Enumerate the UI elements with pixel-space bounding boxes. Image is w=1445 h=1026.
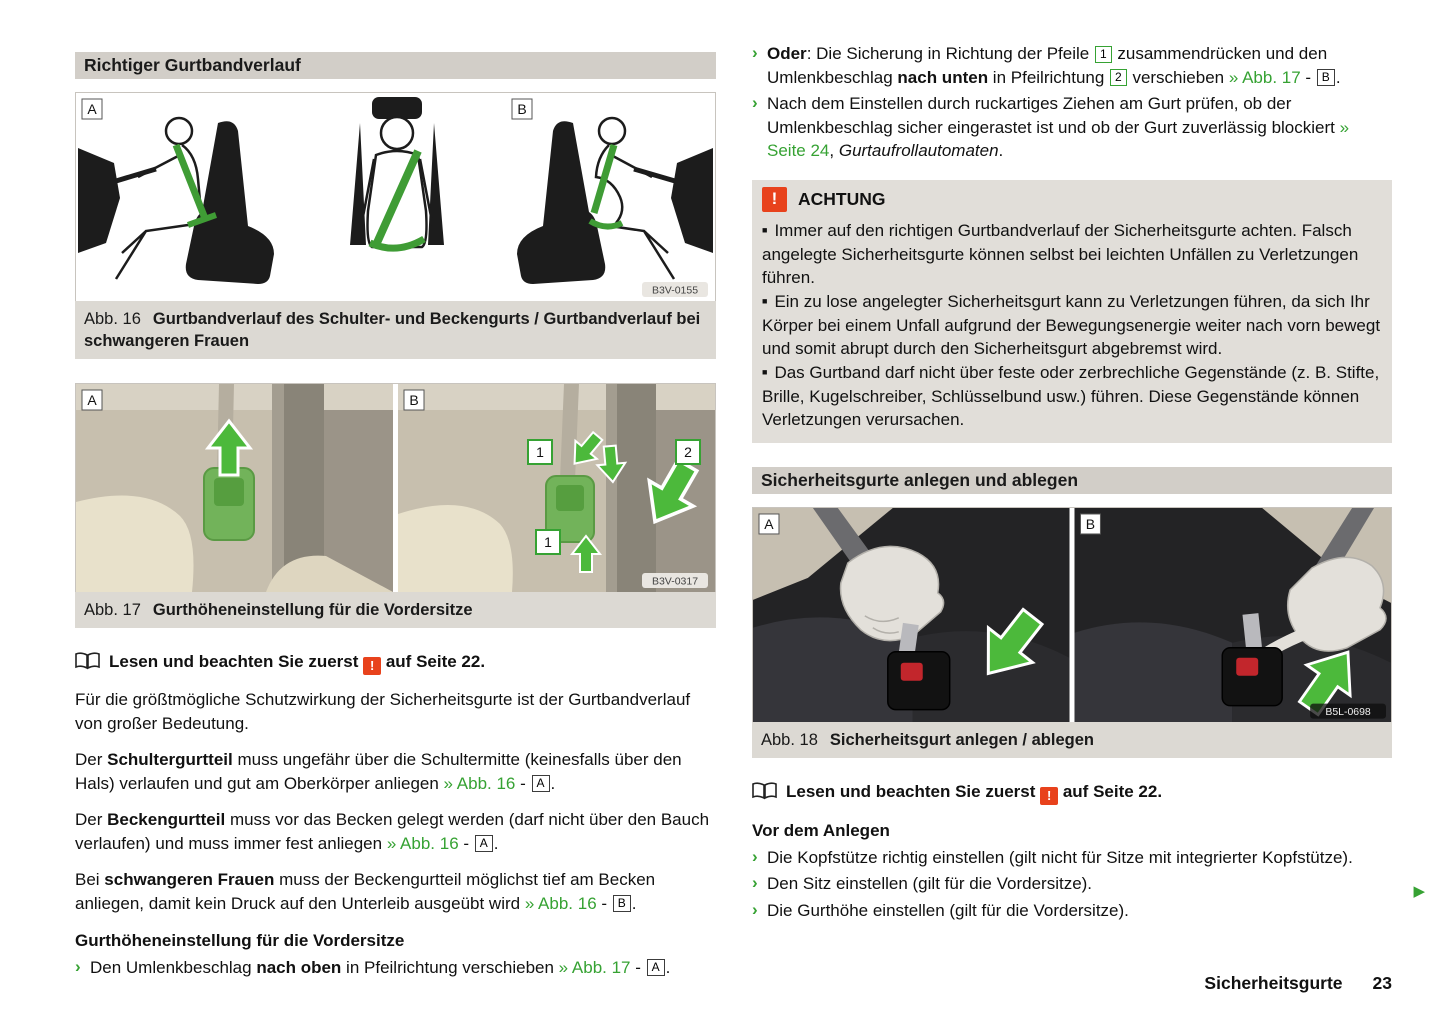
bullet-text: Den Umlenkbeschlag nach oben in Pfeilrichtung verschieben » Abb. 17 - A . <box>90 957 671 977</box>
figure-16-code <box>642 282 708 297</box>
figure-17-title: Gurthöheneinstellung für die Vordersitze <box>152 601 473 619</box>
figure-16-caption <box>75 301 716 359</box>
buckle-release-photo-b <box>1074 508 1390 723</box>
read-first-text: Lesen und beachten Sie zuerst ! auf Seite 22. <box>109 652 486 673</box>
panel-label-b: B <box>409 392 419 408</box>
warning-inline-icon: ! <box>1040 787 1058 805</box>
ref-letter-box: A <box>532 775 550 792</box>
cross-reference-link[interactable]: » Abb. 17 <box>1228 67 1301 87</box>
ref-number-box: 2 <box>684 444 692 460</box>
figure-17-caption <box>75 592 716 628</box>
figure-17-number: Abb. 17 <box>84 601 141 619</box>
bullet-chevron-icon: › <box>75 956 81 976</box>
continuation-arrow-icon: ▶ <box>1413 883 1425 900</box>
achtung-item <box>762 290 1382 361</box>
subsection-heading-gurthoehe: Gurthöheneinstellung für die Vordersitze <box>75 931 405 950</box>
bullet-chevron-icon: › <box>752 846 758 866</box>
svg-text:B3V-0155: B3V-0155 <box>651 284 699 297</box>
cross-reference-link[interactable]: » Abb. 16 <box>443 773 516 793</box>
figure-16-title: Gurtbandverlauf des Schulter- und Beckengurts / Gurtbandverlauf bei schwangeren Frauen <box>84 310 701 350</box>
instruction-bullet <box>752 846 1392 870</box>
svg-text:B3V-0317: B3V-0317 <box>651 575 699 588</box>
svg-text:B5L-0698: B5L-0698 <box>1325 706 1371 718</box>
achtung-item-text: Das Gurtband darf nicht über feste oder zerbrechliche Gegenstände (z. B. Stifte, Brille, Kugelschreiber, Schlüsselbund usw.) führen. Diese Gegenstände können Verletzungen verursachen. <box>762 362 1380 429</box>
achtung-title: ACHTUNG <box>798 188 886 209</box>
bullet-chevron-icon: › <box>752 873 758 893</box>
bullet-chevron-icon: › <box>752 93 758 112</box>
figure-18 <box>752 507 1392 759</box>
paragraph-schwangere-frauen: Bei schwangeren Frauen muss der Beckengurtteil möglichst tief am Becken anliegen, damit kein Druck auf den Unterleib ausgeübt wird » Abb. 16 - B . <box>75 870 656 913</box>
footer-section-label: Sicherheitsgurte <box>1204 973 1343 993</box>
read-first-note <box>752 780 1392 805</box>
ref-letter-box: A <box>647 959 665 976</box>
ref-number-box: 2 <box>1110 69 1127 86</box>
instruction-bullet <box>752 92 1392 163</box>
ref-number-box: 1 <box>536 444 544 460</box>
ref-letter-box: A <box>475 835 493 852</box>
achtung-warning-box <box>752 180 1392 443</box>
cross-reference-link[interactable]: » Abb. 17 <box>558 957 631 977</box>
read-first-text: Lesen und beachten Sie zuerst ! auf Seite 22. <box>786 782 1163 804</box>
square-bullet-icon: ■ <box>762 225 768 235</box>
figure-18-title: Sicherheitsgurt anlegen / ablegen <box>829 731 1094 750</box>
panel-label-a: A <box>87 392 97 408</box>
buckle-insert-photo-a <box>753 508 1069 723</box>
figure-17 <box>75 383 716 628</box>
instruction-bullet <box>75 956 716 980</box>
warning-inline-icon: ! <box>363 657 381 675</box>
left-column <box>75 52 716 979</box>
right-column <box>752 42 1392 922</box>
panel-label-b: B <box>517 101 527 117</box>
footer-page-number: 23 <box>1372 973 1392 993</box>
achtung-item-text: Ein zu lose angelegter Sicherheitsgurt kann zu Verletzungen führen, da sich Ihr Körper bei einem Unfall aufgrund der Bewegungsenergie weiter nach vorn bewegt und somit abrupt durch den Sicherheitsgurt abgebremst wird. <box>762 291 1381 358</box>
page-footer <box>1204 973 1392 994</box>
book-icon <box>752 782 777 800</box>
instruction-bullet <box>752 899 1392 923</box>
achtung-item <box>762 219 1382 290</box>
figure-16 <box>75 92 716 359</box>
paragraph-schultergurtteil: Der Schultergurtteil muss ungefähr über die Schultermitte (keinesfalls über den Hals) verlaufen und gut am Oberkörper anliegen » Abb. 16 - A . <box>75 750 682 793</box>
warning-icon: ! <box>762 187 787 212</box>
bullet-text: Oder: Die Sicherung in Richtung der Pfeile 1 zusammendrücken und den Umlenkbeschlag nach unten in Pfeilrichtung 2 verschieben » Abb. 17 - B . <box>767 44 1341 87</box>
achtung-header <box>762 187 1382 212</box>
bullet-text: Den Sitz einstellen (gilt für die Vordersitze). <box>767 874 1093 894</box>
bullet-chevron-icon: › <box>752 899 758 919</box>
ref-number-box: 1 <box>544 534 552 550</box>
panel-label-a: A <box>87 101 97 117</box>
bullet-text: Die Kopfstütze richtig einstellen (gilt nicht für Sitze mit integrierter Kopfstütze). <box>767 847 1353 867</box>
figure-18-image <box>752 507 1392 723</box>
panel-label-b: B <box>1085 515 1096 532</box>
square-bullet-icon: ■ <box>762 367 768 377</box>
achtung-item <box>762 361 1382 432</box>
cross-reference-link[interactable]: » Seite 24 <box>767 117 1350 160</box>
section-header-gurtbandverlauf: Richtiger Gurtbandverlauf <box>75 52 716 79</box>
figure-17-image <box>75 383 716 592</box>
height-adjuster-photo-b <box>398 384 715 592</box>
section-header-anlegen-ablegen: Sicherheitsgurte anlegen und ablegen <box>752 467 1392 494</box>
figure-17-code <box>642 573 708 588</box>
figure-18-caption <box>752 722 1392 758</box>
subsection-heading-vor-dem-anlegen: Vor dem Anlegen <box>752 821 890 841</box>
read-first-note <box>75 650 716 675</box>
instruction-bullet <box>752 872 1392 896</box>
paragraph-beckengurtteil: Der Beckengurtteil muss vor das Becken gelegt werden (darf nicht über den Bauch verlaufen) und muss immer fest anliegen » Abb. 16 - A . <box>75 810 710 853</box>
square-bullet-icon: ■ <box>762 296 768 306</box>
bullet-text: Die Gurthöhe einstellen (gilt für die Vordersitze). <box>767 900 1129 920</box>
book-icon <box>75 652 100 670</box>
instruction-bullet <box>752 42 1392 89</box>
panel-label-a: A <box>764 515 774 532</box>
ref-letter-box: B <box>613 895 631 912</box>
ref-letter-box: B <box>1317 69 1335 86</box>
height-adjuster-photo-a <box>76 384 393 592</box>
bullet-chevron-icon: › <box>752 43 758 62</box>
ref-number-box: 1 <box>1095 46 1112 63</box>
figure-16-number: Abb. 16 <box>84 310 141 328</box>
achtung-item-text: Immer auf den richtigen Gurtbandverlauf der Sicherheitsgurte achten. Falsch angelegte Sicherheitsgurte können selbst bei leichten Unfällen zu Verletzungen führen. <box>762 220 1359 287</box>
cross-reference-link[interactable]: » Abb. 16 <box>386 833 459 853</box>
paragraph-schutzwirkung: Für die größtmögliche Schutzwirkung der Sicherheitsgurte ist der Gurtbandverlauf von großer Bedeutung. <box>75 690 691 733</box>
figure-18-number: Abb. 18 <box>761 731 818 750</box>
bullet-text: Nach dem Einstellen durch ruckartiges Ziehen am Gurt prüfen, ob der Umlenkbeschlag sicher eingerastet ist und ob der Gurt zuverlässig blockiert » Seite 24, Gurtaufrollautomaten. <box>767 94 1350 160</box>
figure-16-image <box>75 92 716 301</box>
figure-18-code <box>1310 703 1386 718</box>
cross-reference-link[interactable]: » Abb. 16 <box>524 893 597 913</box>
